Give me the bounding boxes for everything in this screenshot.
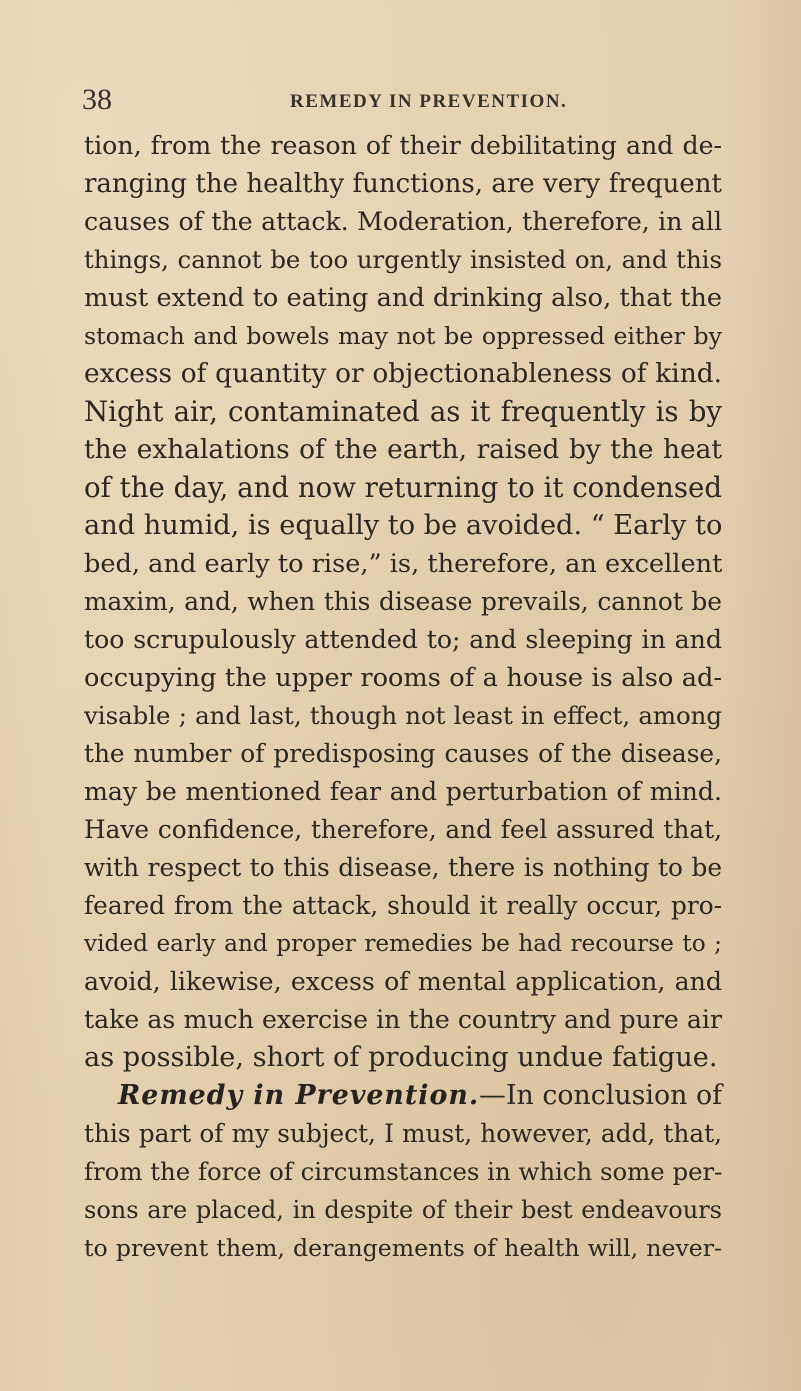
text-line: feared from the attack, should it really occur, pro- (84, 891, 722, 920)
text-line: the exhalations of the earth, raised by the heat (84, 434, 722, 465)
text-line: Have confidence, therefore, and feel assured that, (84, 815, 722, 844)
text-line: the number of predisposing causes of the disease, (84, 739, 722, 768)
running-title: REMEDY IN PREVENTION. (290, 91, 568, 112)
text-line: excess of quantity or objectionableness of kind. (84, 358, 722, 389)
text-line: causes of the attack. Moderation, therefore, in all (84, 207, 722, 236)
text-line: ranging the healthy functions, are very frequent (84, 169, 722, 199)
text-line: must extend to eating and drinking also, that the (84, 283, 722, 313)
text-line: tion, from the reason of their debilitating and de- (84, 131, 722, 160)
text-line: stomach and bowels may not be oppressed either by (84, 322, 722, 350)
text-line: and humid, is equally to be avoided. “ Early to (84, 510, 723, 541)
section-heading-line (118, 1077, 722, 1115)
text-line: too scrupulously attended to; and sleeping in and (84, 625, 722, 654)
text-line: things, cannot be too urgently insisted on, and this (84, 245, 722, 274)
text-line: Night air, contaminated as it frequently is by (84, 395, 722, 428)
text-line: from the force of circumstances in which some per- (84, 1157, 723, 1186)
text-line: of the day, and now returning to it condensed (84, 471, 722, 504)
text-line: avoid, likewise, excess of mental application, and (84, 967, 722, 996)
text-line: visable ; and last, though not least in effect, among (84, 701, 722, 730)
text-line: bed, and early to rise,” is, therefore, an excellent (84, 549, 723, 579)
section-heading: Remedy in Prevention. (118, 1080, 480, 1111)
text-line: with respect to this disease, there is nothing to be (84, 853, 722, 882)
page-number: 38 (82, 83, 112, 116)
text-line-last: as possible, short of producing undue fatigue. (84, 1042, 718, 1073)
text-line: vided early and proper remedies be had recourse to ; (84, 930, 722, 957)
text-line: maxim, and, when this disease prevails, cannot be (84, 587, 722, 616)
text-line: take as much exercise in the country and pure air (84, 1005, 722, 1034)
section-heading-tail: —In conclusion of (479, 1080, 722, 1111)
text-line: this part of my subject, I must, however, add, that, (84, 1119, 722, 1148)
text-line: sons are placed, in despite of their best endeavours (84, 1196, 722, 1224)
text-line: may be mentioned fear and perturbation of mind. (84, 777, 722, 806)
text-line: to prevent them, derangements of health will, never- (84, 1234, 722, 1262)
text-line: occupying the upper rooms of a house is also ad- (84, 663, 722, 693)
running-head (82, 82, 722, 122)
